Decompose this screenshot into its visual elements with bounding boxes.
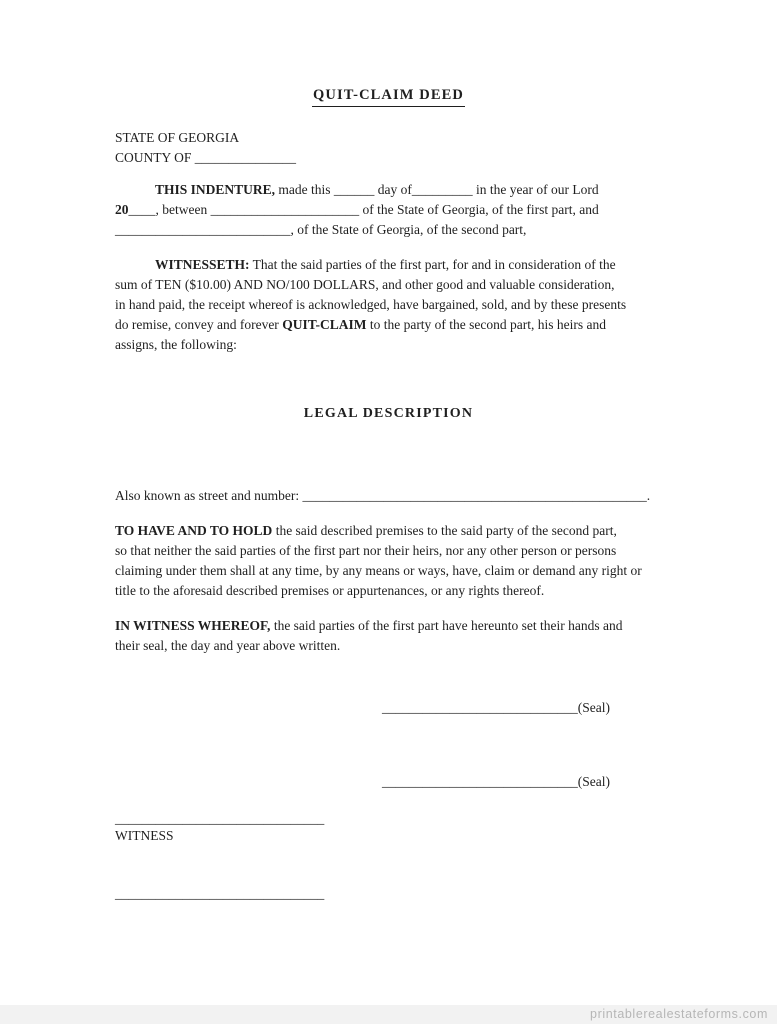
witness-signature-block bbox=[115, 810, 324, 844]
witnesseth-text: in hand paid, the receipt whereof is acknowledged, have bargained, sold, and by these presents bbox=[115, 297, 627, 312]
to-have-bold-lead: TO HAVE AND TO HOLD bbox=[115, 523, 273, 538]
witnesseth-text: to the party of the second part, his heirs and bbox=[366, 317, 607, 332]
witnesseth-line-4 bbox=[115, 315, 675, 335]
grantee-blank-field[interactable]: __________________________ bbox=[115, 222, 291, 237]
street-number-period: . bbox=[646, 488, 651, 503]
witnesseth-line-3 bbox=[115, 295, 675, 315]
witnesseth-text: That the said parties of the first part, for and in consideration of the bbox=[249, 257, 616, 272]
to-have-text: so that neither the said parties of the first part nor their heirs, nor any other person or persons bbox=[115, 543, 617, 558]
street-number-line bbox=[115, 486, 675, 506]
seal-label-2: (Seal) bbox=[577, 774, 610, 789]
in-witness-paragraph bbox=[115, 616, 675, 656]
footer-site-text: printablerealestateforms.com bbox=[590, 1007, 768, 1021]
document-title-row bbox=[0, 85, 777, 107]
county-line bbox=[115, 148, 675, 168]
to-have-text: the said described premises to the said party of the second part, bbox=[272, 523, 617, 538]
witnesseth-text: sum of TEN ($10.00) AND NO/100 DOLLARS, and other good and valuable consideration, bbox=[115, 277, 615, 292]
extra-signature-blank[interactable]: _______________________________ bbox=[115, 886, 325, 901]
seal-signature-row-2 bbox=[382, 772, 610, 792]
county-label: COUNTY OF bbox=[115, 150, 195, 165]
footer-bar bbox=[0, 1005, 777, 1024]
to-have-text: claiming under them shall at any time, by any means or ways, have, claim or demand any right or bbox=[115, 563, 642, 578]
to-have-line-1 bbox=[115, 521, 675, 541]
indenture-paragraph bbox=[115, 180, 675, 240]
in-witness-bold-lead: IN WITNESS WHEREOF, bbox=[115, 618, 271, 633]
to-have-paragraph bbox=[115, 521, 675, 601]
indenture-text: of the State of Georgia, of the first part, and bbox=[359, 202, 599, 217]
day-blank-field[interactable]: ______ bbox=[333, 182, 375, 197]
witness-signature-blank[interactable]: _______________________________ bbox=[115, 811, 325, 826]
indenture-line-1 bbox=[115, 180, 675, 200]
year-prefix: 20 bbox=[115, 202, 129, 217]
legal-description-heading-row bbox=[0, 404, 777, 424]
witnesseth-paragraph bbox=[115, 255, 675, 355]
to-have-text: title to the aforesaid described premises or appurtenances, or any rights thereof. bbox=[115, 583, 545, 598]
in-witness-text: the said parties of the first part have hereunto set their hands and bbox=[270, 618, 623, 633]
indenture-bold-lead: THIS INDENTURE, bbox=[155, 182, 276, 197]
indenture-line-2 bbox=[115, 200, 675, 220]
witnesseth-line-2 bbox=[115, 275, 675, 295]
county-blank-field[interactable]: _______________ bbox=[194, 150, 297, 165]
state-county-block bbox=[115, 128, 675, 168]
in-witness-line-1 bbox=[115, 616, 675, 636]
quit-claim-bold: QUIT-CLAIM bbox=[282, 317, 367, 332]
witnesseth-line-1 bbox=[115, 255, 675, 275]
seal-signature-row-1 bbox=[382, 698, 610, 718]
legal-description-heading: LEGAL DESCRIPTION bbox=[303, 406, 474, 421]
witness-label: WITNESS bbox=[115, 828, 174, 843]
indenture-text: day of bbox=[374, 182, 412, 197]
extra-signature-row bbox=[115, 884, 324, 904]
indenture-line-3 bbox=[115, 220, 675, 240]
grantor-blank-field[interactable]: ______________________ bbox=[210, 202, 360, 217]
indenture-text: , of the State of Georgia, of the second part, bbox=[290, 222, 527, 237]
indenture-text: , between bbox=[155, 202, 211, 217]
to-have-line-4 bbox=[115, 581, 675, 601]
in-witness-line-2 bbox=[115, 636, 675, 656]
seal-signature-blank-2[interactable]: _____________________________ bbox=[382, 774, 578, 789]
document-title: QUIT-CLAIM DEED bbox=[312, 85, 465, 107]
to-have-line-3 bbox=[115, 561, 675, 581]
witnesseth-text: assigns, the following: bbox=[115, 337, 237, 352]
state-line bbox=[115, 128, 675, 148]
street-number-blank-field[interactable]: ___________________________________________________ bbox=[302, 488, 647, 503]
indenture-text: made this bbox=[275, 182, 334, 197]
street-number-label: Also known as street and number: bbox=[115, 488, 303, 503]
year-blank-field[interactable]: ____ bbox=[128, 202, 156, 217]
witness-signature-line bbox=[115, 810, 324, 827]
witness-label-line bbox=[115, 827, 324, 844]
state-text: STATE OF GEORGIA bbox=[115, 130, 240, 145]
month-blank-field[interactable]: _________ bbox=[411, 182, 473, 197]
witnesseth-line-5 bbox=[115, 335, 675, 355]
seal-label-1: (Seal) bbox=[577, 700, 610, 715]
seal-signature-blank-1[interactable]: _____________________________ bbox=[382, 700, 578, 715]
indenture-text: in the year of our Lord bbox=[472, 182, 599, 197]
witnesseth-bold-lead: WITNESSETH: bbox=[155, 257, 250, 272]
to-have-line-2 bbox=[115, 541, 675, 561]
in-witness-text: their seal, the day and year above written. bbox=[115, 638, 341, 653]
witnesseth-text: do remise, convey and forever bbox=[115, 317, 283, 332]
street-number-block bbox=[115, 486, 675, 506]
